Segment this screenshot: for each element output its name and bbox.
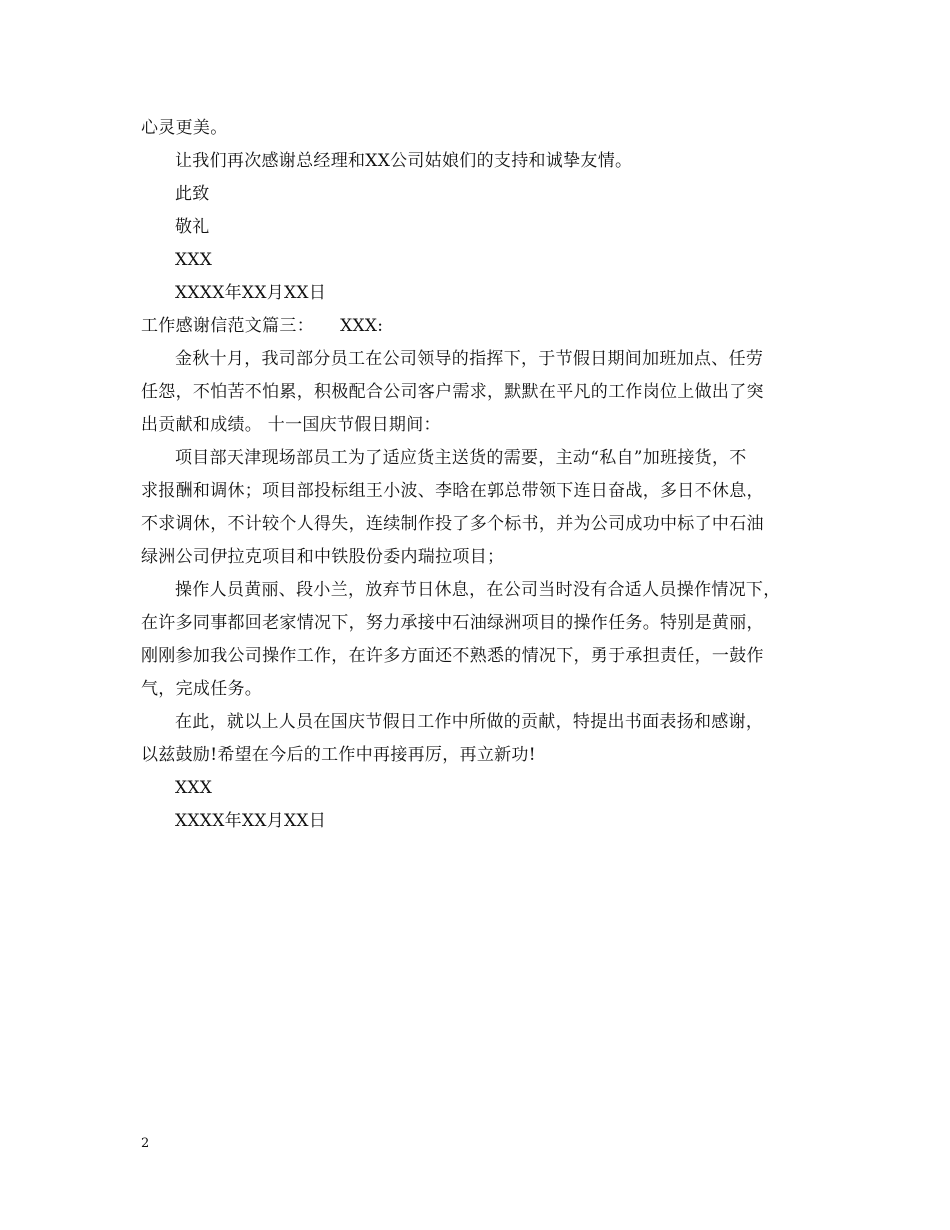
text-line: 让我们再次感谢总经理和XX公司姑娘们的支持和诚挚友情。 xyxy=(175,151,633,171)
text-line: 绿洲公司伊拉克项目和中铁股份委内瑞拉项目； xyxy=(141,547,505,567)
text-line: 气，完成任务。 xyxy=(141,679,263,699)
document-body xyxy=(141,112,831,838)
section-heading: 工作感谢信范文篇三： XXX: xyxy=(141,316,384,336)
text-line: 出贡献和成绩。 十一国庆节假日期间： xyxy=(141,415,441,435)
closing-salutation: 敬礼 xyxy=(175,217,210,237)
text-line: 在此，就以上人员在国庆节假日工作中所做的贡献，特提出书面表扬和感谢， xyxy=(175,712,764,732)
text-line: 金秋十月，我司部分员工在公司领导的指挥下，于节假日期间加班加点、任劳 xyxy=(175,349,764,369)
page-number: 2 xyxy=(141,1136,150,1151)
text-line: 在许多同事都回老家情况下，努力承接中石油绿洲项目的操作任务。特别是黄丽， xyxy=(141,613,764,633)
text-line: 不求调休，不计较个人得失，连续制作投了多个标书，并为公司成功中标了中石油 xyxy=(141,514,764,534)
text-line: 项目部天津现场部员工为了适应货主送货的需要，主动“私自”加班接货，不 xyxy=(175,448,747,468)
text-line: 刚刚参加我公司操作工作，在许多方面还不熟悉的情况下，勇于承担责任，一鼓作 xyxy=(141,646,764,666)
signature: XXX xyxy=(175,778,213,798)
date-line: XXXX年XX月XX日 xyxy=(175,811,327,831)
text-line: 任怨，不怕苦不怕累，积极配合公司客户需求，默默在平凡的工作岗位上做出了突 xyxy=(141,382,764,402)
text-line: 操作人员黄丽、段小兰，放弃节日休息，在公司当时没有合适人员操作情况下， xyxy=(175,580,781,600)
signature: XXX xyxy=(175,250,213,270)
closing-salutation: 此致 xyxy=(175,184,210,204)
date-line: XXXX年XX月XX日 xyxy=(175,283,327,303)
text-line: 心灵更美。 xyxy=(141,118,228,138)
text-line: 求报酬和调休；项目部投标组王小波、李晗在郭总带领下连日奋战，多日不休息， xyxy=(141,481,764,501)
text-line: 以兹鼓励!希望在今后的工作中再接再厉，再立新功! xyxy=(141,745,536,765)
